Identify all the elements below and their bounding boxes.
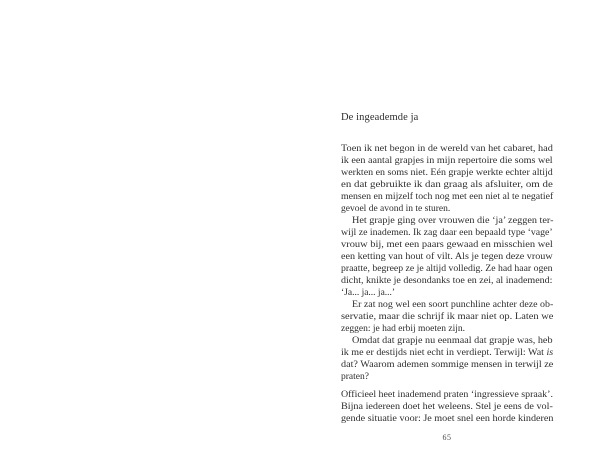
- text-line: ik een aantal grapjes in mijn repertoire die soms wel: [341, 156, 553, 166]
- text-line: praten?: [341, 372, 369, 382]
- body-text: [341, 143, 553, 425]
- paragraph: [341, 299, 553, 335]
- text-line: praatte, begreep ze je altijd volledig. Ze had haar ogen: [341, 264, 553, 274]
- paragraph: [341, 215, 553, 299]
- text-line: servatie, maar die schrijf ik maar niet op. Laten we: [341, 312, 554, 322]
- text-line: een ketting van hout of vilt. Als je tegen deze vrouw: [341, 252, 553, 262]
- text-line: vrouw bij, met een paars gewaad en misschien wel: [341, 240, 553, 250]
- text-block: [341, 112, 553, 442]
- text-line: dat? Waarom ademen sommige mensen in terwijl ze: [341, 360, 554, 370]
- text-line: gevoel de avond in te sturen.: [341, 204, 451, 214]
- text-line: gende situatie voor: Je moet snel een horde kinderen: [341, 414, 554, 424]
- text-line: Officieel heet inademend praten ‘ingressieve spraak’.: [341, 390, 553, 400]
- text-line: zeggen: je had erbij moeten zijn.: [341, 324, 465, 334]
- text-line: dicht, knikte je desondanks toe en zei, al inademend:: [341, 276, 553, 286]
- text-line: ‘Ja... ja... ja...’: [341, 288, 396, 298]
- chapter-title: De ingeademde ja: [341, 112, 419, 123]
- paragraph: [341, 389, 553, 425]
- text-line: en dat gebruikte ik dan graag als afsluiter, om de: [341, 180, 553, 190]
- text-line: Bijna iedereen doet het weleens. Stel je eens de vol-: [341, 402, 553, 412]
- text-line: wijl ze inademen. Ik zag daar een bepaald type ‘vage’: [341, 228, 553, 238]
- paragraph: [341, 143, 553, 215]
- text-line: Het grapje ging over vrouwen die ‘ja’ zeggen ter-: [352, 216, 554, 226]
- text-line: Toen ik net begon in de wereld van het cabaret, had: [341, 144, 553, 154]
- text-line: mensen en mijzelf toch nog met een niet al te negatief: [341, 192, 554, 202]
- text-line: Er zat nog wel een soort punchline achter deze ob-: [352, 300, 554, 310]
- text-line: werkten en soms niet. Eén grapje werkte echter altijd: [341, 168, 553, 178]
- text-line: ik me er destijds niet echt in verdiept. Terwijl: Wat is: [341, 348, 554, 358]
- text-line: Omdat dat grapje nu eenmaal dat grapje was, heb: [352, 336, 553, 346]
- page-number: 65: [442, 433, 452, 442]
- paragraph: [341, 335, 553, 383]
